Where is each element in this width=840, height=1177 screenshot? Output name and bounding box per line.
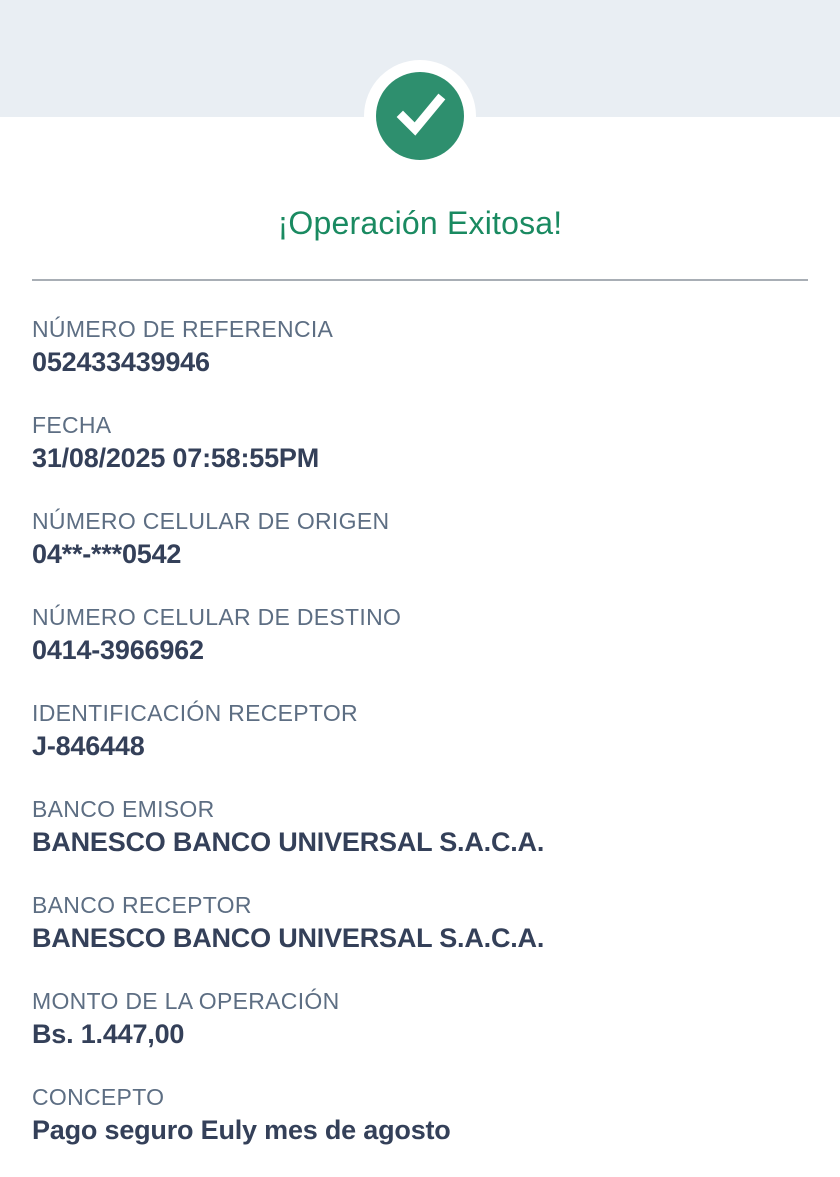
page-title: ¡Operación Exitosa! <box>277 205 563 241</box>
field-value: 04**-***0542 <box>32 539 182 569</box>
field-row <box>32 700 808 762</box>
field-label: NÚMERO DE REFERENCIA <box>32 316 334 342</box>
field-value: 31/08/2025 07:58:55PM <box>32 443 320 473</box>
field-row <box>32 316 808 378</box>
field-row <box>32 604 808 666</box>
field-row <box>32 1084 808 1146</box>
check-icon <box>391 87 449 145</box>
field-row <box>32 988 808 1050</box>
field-label: BANCO RECEPTOR <box>32 892 252 918</box>
field-value: J-846448 <box>32 731 145 761</box>
field-value: Bs. 1.447,00 <box>32 1019 185 1049</box>
field-row <box>32 892 808 954</box>
field-row <box>32 796 808 858</box>
field-label: FECHA <box>32 412 112 438</box>
field-value: 052433439946 <box>32 347 210 377</box>
field-value: Pago seguro Euly mes de agosto <box>32 1115 451 1145</box>
field-value: BANESCO BANCO UNIVERSAL S.A.C.A. <box>32 827 545 857</box>
field-value: BANESCO BANCO UNIVERSAL S.A.C.A. <box>32 923 545 953</box>
field-label: MONTO DE LA OPERACIÓN <box>32 988 340 1014</box>
field-label: IDENTIFICACIÓN RECEPTOR <box>32 700 358 726</box>
success-circle <box>376 72 464 160</box>
receipt-fields <box>0 281 840 1146</box>
field-label: NÚMERO CELULAR DE DESTINO <box>32 604 402 630</box>
field-label: CONCEPTO <box>32 1084 165 1110</box>
success-badge <box>364 60 476 172</box>
field-label: NÚMERO CELULAR DE ORIGEN <box>32 508 390 534</box>
field-label: BANCO EMISOR <box>32 796 215 822</box>
field-row <box>32 508 808 570</box>
field-value: 0414-3966962 <box>32 635 204 665</box>
field-row <box>32 412 808 474</box>
